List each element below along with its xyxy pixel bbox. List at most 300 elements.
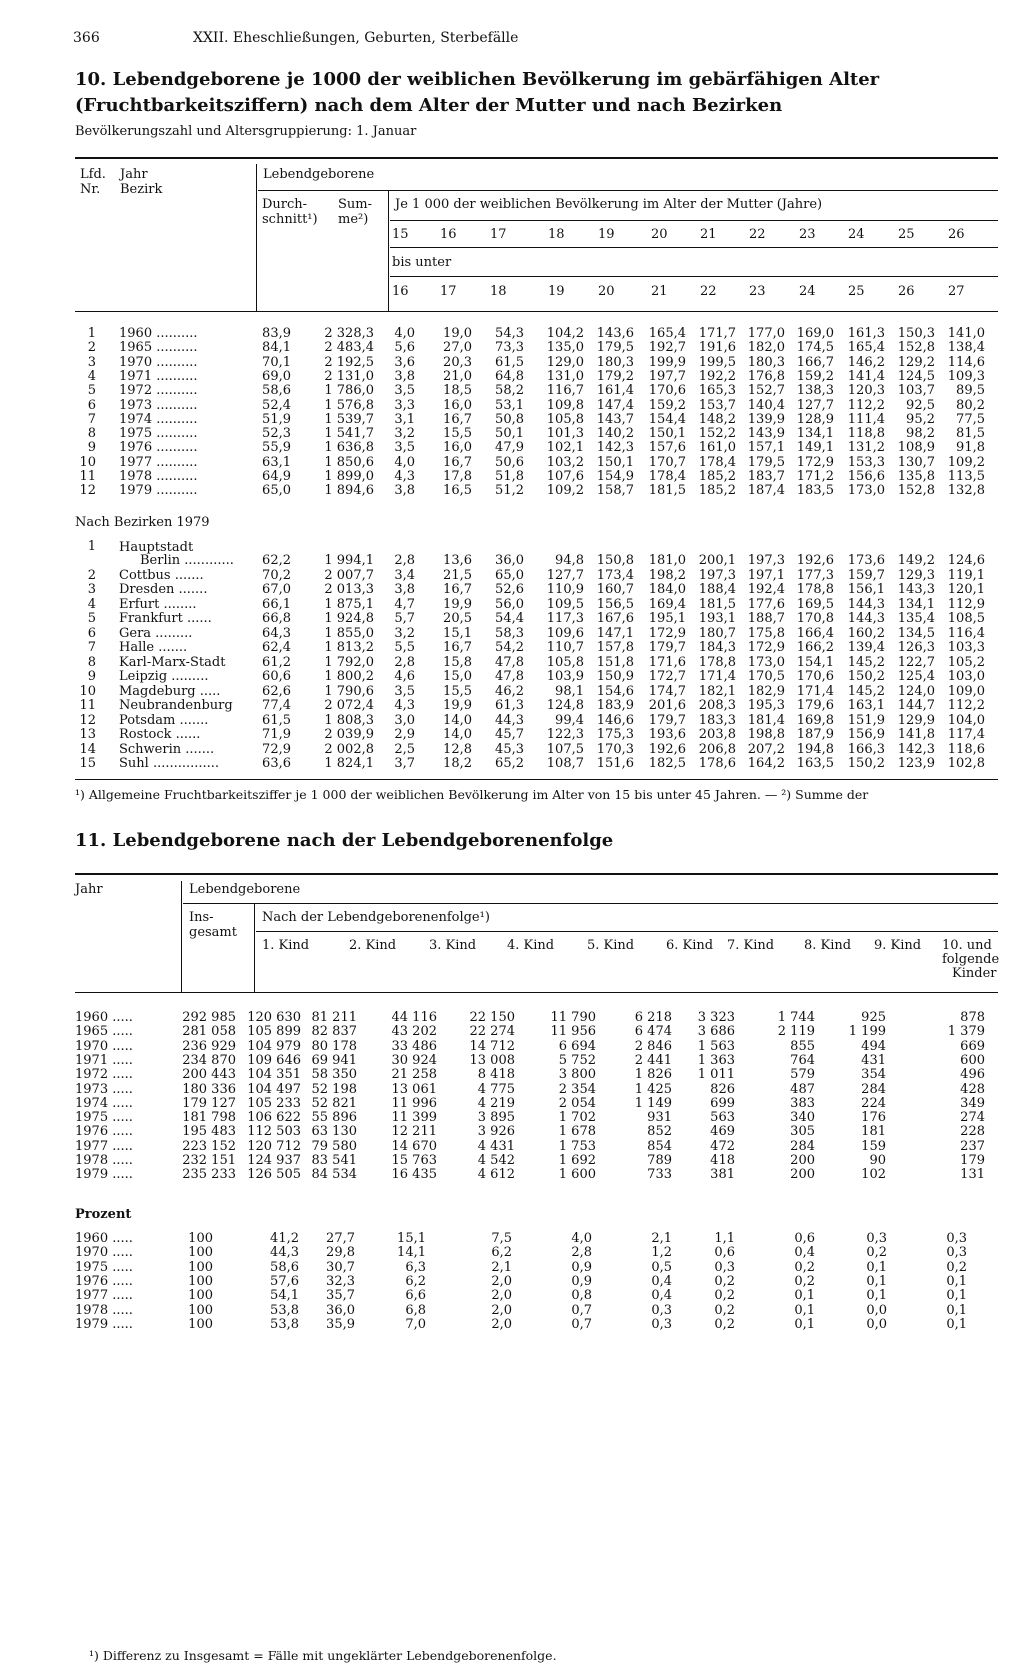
table-cell: 3,3 bbox=[394, 397, 415, 413]
table-cell: 0,7 bbox=[571, 1316, 592, 1332]
table-cell: 195 483 bbox=[182, 1124, 236, 1140]
table-cell: 15,1 bbox=[397, 1231, 426, 1246]
kind-header: 8. Kind bbox=[804, 938, 852, 953]
table-cell: 69 941 bbox=[311, 1052, 357, 1068]
row-number: 8 bbox=[87, 426, 96, 442]
age-to-header: 22 bbox=[700, 284, 717, 299]
table-cell: 182,0 bbox=[747, 340, 785, 356]
table-cell: 77,5 bbox=[956, 411, 985, 427]
table-cell: 27,7 bbox=[326, 1231, 355, 1246]
table-cell: 7,0 bbox=[405, 1316, 426, 1332]
table-cell: 3,5 bbox=[394, 440, 415, 456]
table-cell: 109,3 bbox=[947, 368, 985, 384]
header-summe-2: me²) bbox=[338, 212, 369, 227]
table-cell: 15 763 bbox=[391, 1153, 437, 1168]
t10-bottom-rule bbox=[75, 779, 998, 780]
table-cell: 0,2 bbox=[714, 1273, 735, 1289]
table-cell: 6,8 bbox=[405, 1302, 426, 1318]
table-cell: 472 bbox=[710, 1138, 735, 1154]
table-cell: 281 058 bbox=[182, 1024, 236, 1040]
table-cell: 52,6 bbox=[495, 582, 524, 597]
table-cell: 124,5 bbox=[897, 368, 935, 384]
t11-header-insgesamt-1: Ins- bbox=[189, 910, 214, 925]
t11-vrule-2 bbox=[254, 903, 255, 992]
table-cell: 5,6 bbox=[394, 340, 415, 356]
table-cell: 178,4 bbox=[698, 454, 736, 470]
row-number: 4 bbox=[87, 368, 96, 384]
table-cell: 138,3 bbox=[796, 383, 834, 399]
t11-header-nach: Nach der Lebendgeborenenfolge¹) bbox=[262, 910, 490, 925]
table-cell: 284 bbox=[790, 1138, 815, 1154]
table-cell: 2,5 bbox=[394, 741, 415, 757]
table-cell: 160,7 bbox=[596, 582, 634, 597]
row-number: 3 bbox=[87, 582, 96, 597]
table-cell: 1 425 bbox=[634, 1081, 672, 1097]
table-cell: 3,6 bbox=[394, 354, 415, 370]
table-cell: 82 837 bbox=[311, 1024, 357, 1040]
table-cell: 2,0 bbox=[491, 1273, 512, 1289]
table-cell: 170,7 bbox=[648, 454, 686, 470]
table-cell: 3,4 bbox=[394, 567, 415, 583]
table-cell: 99,4 bbox=[555, 712, 584, 728]
table-cell: 35,7 bbox=[326, 1288, 355, 1304]
age-from-header: 18 bbox=[548, 227, 565, 242]
table-cell: 114,6 bbox=[947, 354, 985, 370]
table-cell: 178,8 bbox=[796, 582, 834, 597]
table-cell: 1 563 bbox=[697, 1038, 735, 1054]
table-cell: 418 bbox=[710, 1153, 735, 1168]
table-cell: 107,6 bbox=[546, 469, 584, 484]
table-cell: 63,6 bbox=[262, 756, 291, 771]
table-cell: 21 258 bbox=[391, 1067, 437, 1083]
table-cell: 5,7 bbox=[394, 611, 415, 626]
table-cell: 145,2 bbox=[847, 683, 885, 699]
table-cell: 62,2 bbox=[262, 553, 291, 568]
row-label: 1974 .......... bbox=[119, 411, 198, 427]
table-cell: 143,6 bbox=[596, 326, 634, 341]
table10-title-line1: 10. Lebendgeborene je 1000 der weiblichen Bevölkerung im gebärfähigen Alter bbox=[75, 69, 880, 90]
table-cell: 45,7 bbox=[495, 727, 524, 742]
table-cell: 66,1 bbox=[262, 596, 291, 612]
table-cell: 98,1 bbox=[555, 683, 584, 699]
table-cell: 104,0 bbox=[947, 712, 985, 728]
table-cell: 111,4 bbox=[847, 411, 885, 427]
table-cell: 6 694 bbox=[558, 1038, 596, 1054]
table-cell: 192,6 bbox=[796, 553, 834, 568]
t11-top-rule bbox=[75, 873, 998, 875]
table-cell: 144,3 bbox=[847, 596, 885, 612]
table-cell: 4,0 bbox=[394, 326, 415, 341]
table-cell: 2 441 bbox=[634, 1052, 672, 1068]
table-cell: 151,9 bbox=[847, 712, 885, 728]
table-cell: 129,2 bbox=[897, 354, 935, 370]
table-cell: 0,2 bbox=[714, 1316, 735, 1332]
table-cell: 174,7 bbox=[648, 683, 686, 699]
table-cell: 4,7 bbox=[394, 596, 415, 612]
table-cell: 102,1 bbox=[546, 440, 584, 456]
table-cell: 5,5 bbox=[394, 640, 415, 655]
table-cell: 21,0 bbox=[443, 368, 472, 384]
table-cell: 6,2 bbox=[405, 1273, 426, 1289]
row-label: 1960 .......... bbox=[119, 326, 198, 341]
table-cell: 107,5 bbox=[546, 741, 584, 757]
table-cell: 3,8 bbox=[394, 483, 415, 499]
table-cell: 1 894,6 bbox=[324, 483, 374, 499]
table-cell: 69,0 bbox=[262, 368, 291, 384]
row-number: 2 bbox=[87, 567, 96, 583]
table-cell: 0,3 bbox=[866, 1231, 887, 1246]
table-cell: 179,6 bbox=[796, 698, 834, 713]
age-from-header: 19 bbox=[598, 227, 615, 242]
table-cell: 144,7 bbox=[897, 698, 935, 713]
table-cell: 141,8 bbox=[897, 727, 935, 742]
table-cell: 124,8 bbox=[546, 698, 584, 713]
row-label: 1972 .......... bbox=[119, 383, 198, 399]
table-cell: 234 870 bbox=[182, 1052, 236, 1068]
table-cell: 154,4 bbox=[648, 411, 686, 427]
table-cell: 54,2 bbox=[495, 640, 524, 655]
table-cell: 2 039,9 bbox=[324, 727, 374, 742]
table-cell: 58,2 bbox=[495, 383, 524, 399]
table-cell: 33 486 bbox=[391, 1038, 437, 1054]
table-cell: 284 bbox=[861, 1081, 886, 1097]
row-label: 1970 .......... bbox=[119, 354, 198, 370]
table-cell: 181,5 bbox=[648, 483, 686, 499]
table-cell: 13,6 bbox=[443, 553, 472, 568]
table-cell: 383 bbox=[790, 1095, 815, 1111]
table-cell: 58 350 bbox=[311, 1067, 357, 1083]
bezirk-label: Rostock ...... bbox=[119, 727, 201, 742]
row-label: 1977 .......... bbox=[119, 454, 198, 470]
table-cell: 152,8 bbox=[897, 483, 935, 499]
table-cell: 150,2 bbox=[847, 669, 885, 684]
age-from-header: 17 bbox=[490, 227, 507, 242]
bezirk-label: Halle ....... bbox=[119, 640, 188, 655]
table-cell: 2 131,0 bbox=[324, 368, 374, 384]
table-cell: 179,5 bbox=[596, 340, 634, 356]
t10-vrule-2 bbox=[388, 190, 389, 311]
row-label: 1979 .......... bbox=[119, 483, 198, 499]
table-cell: 19,9 bbox=[443, 698, 472, 713]
table-cell: 15,5 bbox=[443, 426, 472, 442]
table-cell: 18,2 bbox=[443, 756, 472, 771]
table-cell: 669 bbox=[960, 1038, 985, 1054]
table-cell: 0,3 bbox=[714, 1259, 735, 1275]
table-cell: 8 418 bbox=[477, 1067, 515, 1083]
table-cell: 117,3 bbox=[546, 611, 584, 626]
table-cell: 354 bbox=[861, 1067, 886, 1083]
table-cell: 127,7 bbox=[546, 567, 584, 583]
table-cell: 0,3 bbox=[946, 1231, 967, 1246]
table-cell: 179 bbox=[960, 1153, 985, 1168]
row-label: 1970 ..... bbox=[75, 1245, 133, 1261]
table-cell: 203,8 bbox=[698, 727, 736, 742]
table-cell: 123,9 bbox=[897, 756, 935, 771]
table-cell: 181,4 bbox=[747, 712, 785, 728]
table-cell: 3,8 bbox=[394, 582, 415, 597]
t10-rule-lebend bbox=[258, 190, 998, 191]
row-number: 11 bbox=[79, 469, 96, 484]
table-cell: 177,3 bbox=[796, 567, 834, 583]
table-cell: 1 800,2 bbox=[324, 669, 374, 684]
table-cell: 1 539,7 bbox=[324, 411, 374, 427]
table-cell: 2 013,3 bbox=[324, 582, 374, 597]
table-cell: 63,1 bbox=[262, 454, 291, 470]
table-cell: 1 149 bbox=[634, 1095, 672, 1111]
table-cell: 122,3 bbox=[546, 727, 584, 742]
table-cell: 46,2 bbox=[495, 683, 524, 699]
row-number: 12 bbox=[79, 483, 96, 499]
table-cell: 54,1 bbox=[270, 1288, 299, 1304]
table-cell: 110,7 bbox=[546, 640, 584, 655]
table-cell: 1 813,2 bbox=[324, 640, 374, 655]
table-cell: 7,5 bbox=[491, 1231, 512, 1246]
row-number: 14 bbox=[79, 741, 96, 757]
table-cell: 151,8 bbox=[596, 654, 634, 670]
table-cell: 0,4 bbox=[651, 1288, 672, 1304]
table-cell: 52,4 bbox=[262, 397, 291, 413]
table-cell: 55,9 bbox=[262, 440, 291, 456]
table-cell: 169,4 bbox=[648, 596, 686, 612]
table-cell: 192,2 bbox=[698, 368, 736, 384]
table-cell: 126 505 bbox=[247, 1167, 301, 1183]
table-cell: 3 895 bbox=[477, 1110, 515, 1126]
table-cell: 154,9 bbox=[596, 469, 634, 484]
kind-header: 7. Kind bbox=[727, 938, 775, 953]
table-cell: 57,6 bbox=[270, 1273, 299, 1289]
table-cell: 120,3 bbox=[847, 383, 885, 399]
table-cell: 11 956 bbox=[550, 1024, 596, 1040]
table-cell: 113,5 bbox=[947, 469, 985, 484]
table-cell: 142,3 bbox=[596, 440, 634, 456]
table10-subtitle: Bevölkerungszahl und Altersgruppierung: 1. Januar bbox=[75, 124, 417, 139]
table-cell: 112,2 bbox=[847, 397, 885, 413]
table-cell: 140,4 bbox=[747, 397, 785, 413]
table-cell: 181 798 bbox=[182, 1110, 236, 1126]
row-number: 1 bbox=[87, 326, 96, 341]
table-cell: 148,2 bbox=[698, 411, 736, 427]
table-cell: 122,7 bbox=[897, 654, 935, 670]
table-cell: 2 846 bbox=[634, 1038, 672, 1054]
table-cell: 0,1 bbox=[794, 1288, 815, 1304]
table-cell: 15,5 bbox=[443, 683, 472, 699]
table-cell: 0,2 bbox=[714, 1288, 735, 1304]
table-cell: 0,1 bbox=[794, 1316, 815, 1332]
table-cell: 156,6 bbox=[847, 469, 885, 484]
age-from-header: 25 bbox=[898, 227, 915, 242]
table-cell: 94,8 bbox=[555, 553, 584, 568]
table-cell: 3,2 bbox=[394, 625, 415, 641]
table-cell: 163,5 bbox=[796, 756, 834, 771]
table-cell: 177,0 bbox=[747, 326, 785, 341]
table-cell: 109 646 bbox=[247, 1052, 301, 1068]
table-cell: 172,9 bbox=[648, 625, 686, 641]
t11-header-10-2: folgende bbox=[942, 952, 1000, 967]
table-cell: 164,2 bbox=[747, 756, 785, 771]
table-cell: 1 824,1 bbox=[324, 756, 374, 771]
table-cell: 102 bbox=[861, 1167, 886, 1183]
bezirk-label: Karl-Marx-Stadt bbox=[119, 654, 226, 670]
table-cell: 100 bbox=[188, 1259, 213, 1275]
row-label: 1973 ..... bbox=[75, 1081, 133, 1097]
table-cell: 11 996 bbox=[391, 1095, 437, 1111]
t10-rule-je bbox=[390, 220, 998, 221]
table-cell: 274 bbox=[960, 1110, 985, 1126]
table-cell: 103,7 bbox=[897, 383, 935, 399]
row-number: 11 bbox=[79, 698, 96, 713]
prozent-heading: Prozent bbox=[75, 1207, 132, 1222]
table-cell: 47,9 bbox=[495, 440, 524, 456]
table-cell: 166,3 bbox=[847, 741, 885, 757]
row-label: 1979 ..... bbox=[75, 1167, 133, 1183]
table-cell: 118,8 bbox=[847, 426, 885, 442]
table-cell: 0,3 bbox=[946, 1245, 967, 1261]
table-cell: 27,0 bbox=[443, 340, 472, 356]
age-to-header: 16 bbox=[392, 284, 409, 299]
table-cell: 41,2 bbox=[270, 1231, 299, 1246]
table-cell: 20,5 bbox=[443, 611, 472, 626]
table-cell: 156,5 bbox=[596, 596, 634, 612]
table-cell: 6,3 bbox=[405, 1259, 426, 1275]
age-to-header: 23 bbox=[749, 284, 766, 299]
table-cell: 163,1 bbox=[847, 698, 885, 713]
table-cell: 237 bbox=[960, 1138, 985, 1154]
row-number: 10 bbox=[79, 683, 96, 699]
table-cell: 79 580 bbox=[311, 1138, 357, 1154]
table-cell: 431 bbox=[861, 1052, 886, 1068]
table-cell: 103,3 bbox=[947, 640, 985, 655]
table-cell: 3 800 bbox=[558, 1067, 596, 1083]
table-cell: 125,4 bbox=[897, 669, 935, 684]
header-durchschnitt-2: schnitt¹) bbox=[262, 212, 318, 227]
row-number: 5 bbox=[87, 383, 96, 399]
table-cell: 1 379 bbox=[947, 1024, 985, 1040]
table-cell: 127,7 bbox=[796, 397, 834, 413]
table-cell: 0,9 bbox=[571, 1259, 592, 1275]
table10-title-line2: (Fruchtbarkeitsziffern) nach dem Alter der Mutter und nach Bezirken bbox=[75, 95, 783, 116]
table-cell: 159,2 bbox=[796, 368, 834, 384]
table-cell: 2,0 bbox=[491, 1302, 512, 1318]
table-cell: 1 753 bbox=[558, 1138, 596, 1154]
table-cell: 171,6 bbox=[648, 654, 686, 670]
table-cell: 224 bbox=[861, 1095, 886, 1111]
table-cell: 44 116 bbox=[391, 1010, 437, 1025]
table-cell: 16 435 bbox=[391, 1167, 437, 1183]
table-cell: 699 bbox=[710, 1095, 735, 1111]
table-cell: 2,1 bbox=[491, 1259, 512, 1275]
table-cell: 30 924 bbox=[391, 1052, 437, 1068]
table-cell: 292 985 bbox=[182, 1010, 236, 1025]
header-summe-1: Sum- bbox=[338, 197, 372, 212]
table-cell: 100 bbox=[188, 1302, 213, 1318]
table-cell: 134,5 bbox=[897, 625, 935, 641]
table-cell: 199,5 bbox=[698, 354, 736, 370]
table-cell: 171,4 bbox=[698, 669, 736, 684]
table-cell: 72,9 bbox=[262, 741, 291, 757]
table-cell: 103,0 bbox=[947, 669, 985, 684]
table-cell: 150,9 bbox=[596, 669, 634, 684]
table-cell: 109,8 bbox=[546, 397, 584, 413]
table-cell: 151,6 bbox=[596, 756, 634, 771]
table-cell: 100 bbox=[188, 1231, 213, 1246]
table-cell: 195,1 bbox=[648, 611, 686, 626]
table-cell: 1 600 bbox=[558, 1167, 596, 1183]
row-number: 10 bbox=[79, 454, 96, 470]
table-cell: 100 bbox=[188, 1288, 213, 1304]
table-cell: 161,0 bbox=[698, 440, 736, 456]
table-cell: 141,4 bbox=[847, 368, 885, 384]
table-cell: 143,3 bbox=[897, 582, 935, 597]
table-cell: 54,4 bbox=[495, 611, 524, 626]
table-cell: 154,6 bbox=[596, 683, 634, 699]
row-label: 1978 .......... bbox=[119, 469, 198, 484]
table-cell: 175,8 bbox=[747, 625, 785, 641]
header-nr: Nr. bbox=[80, 182, 101, 197]
table-cell: 157,6 bbox=[648, 440, 686, 456]
table-cell: 1 678 bbox=[558, 1124, 596, 1140]
table-cell: 108,7 bbox=[546, 756, 584, 771]
table-cell: 2 192,5 bbox=[324, 354, 374, 370]
table-cell: 176 bbox=[861, 1110, 886, 1126]
table-cell: 170,6 bbox=[648, 383, 686, 399]
age-from-header: 20 bbox=[651, 227, 668, 242]
table-cell: 0,1 bbox=[866, 1259, 887, 1275]
table-cell: 22 150 bbox=[469, 1010, 515, 1025]
table-cell: 16,0 bbox=[443, 397, 472, 413]
table-cell: 161,4 bbox=[596, 383, 634, 399]
table-cell: 83,9 bbox=[262, 326, 291, 341]
age-to-header: 27 bbox=[948, 284, 965, 299]
table-cell: 55 896 bbox=[311, 1110, 357, 1126]
row-number: 7 bbox=[87, 640, 96, 655]
table-cell: 108,9 bbox=[897, 440, 935, 456]
table-cell: 167,6 bbox=[596, 611, 634, 626]
table-cell: 70,1 bbox=[262, 354, 291, 370]
table-cell: 67,0 bbox=[262, 582, 291, 597]
table-cell: 105,2 bbox=[947, 654, 985, 670]
table-cell: 131,0 bbox=[546, 368, 584, 384]
table-cell: 14 712 bbox=[469, 1038, 515, 1054]
table-cell: 143,7 bbox=[596, 411, 634, 427]
header-durchschnitt-1: Durch- bbox=[262, 197, 308, 212]
table-cell: 128,9 bbox=[796, 411, 834, 427]
table-cell: 64,3 bbox=[262, 625, 291, 641]
table-cell: 185,2 bbox=[698, 469, 736, 484]
table-cell: 235 233 bbox=[182, 1167, 236, 1183]
t10-footnote: ¹) Allgemeine Fruchtbarkeitsziffer je 1 000 der weiblichen Bevölkerung im Alter von 15 bis unter 45 Jahren. — ²) Summe der bbox=[75, 787, 869, 802]
table-cell: 2 483,4 bbox=[324, 340, 374, 356]
table-cell: 4 431 bbox=[477, 1138, 515, 1154]
table-cell: 58,6 bbox=[270, 1259, 299, 1275]
bezirk-label: Cottbus ....... bbox=[119, 567, 204, 583]
table-cell: 156,9 bbox=[847, 727, 885, 742]
table-cell: 223 152 bbox=[182, 1138, 236, 1154]
table-cell: 1 899,0 bbox=[324, 469, 374, 484]
age-to-header: 25 bbox=[848, 284, 865, 299]
table-cell: 154,1 bbox=[796, 654, 834, 670]
table-cell: 102,8 bbox=[947, 756, 985, 771]
row-label: 1974 ..... bbox=[75, 1095, 133, 1111]
table-cell: 1 541,7 bbox=[324, 426, 374, 442]
table-cell: 16,7 bbox=[443, 454, 472, 470]
row-label: 1971 ..... bbox=[75, 1052, 133, 1068]
table-cell: 150,8 bbox=[596, 553, 634, 568]
table-cell: 119,1 bbox=[947, 567, 985, 583]
hauptstadt-label: Hauptstadt bbox=[119, 540, 194, 555]
table-cell: 165,4 bbox=[648, 326, 686, 341]
table-cell: 3,2 bbox=[394, 426, 415, 442]
table-cell: 103,9 bbox=[546, 669, 584, 684]
